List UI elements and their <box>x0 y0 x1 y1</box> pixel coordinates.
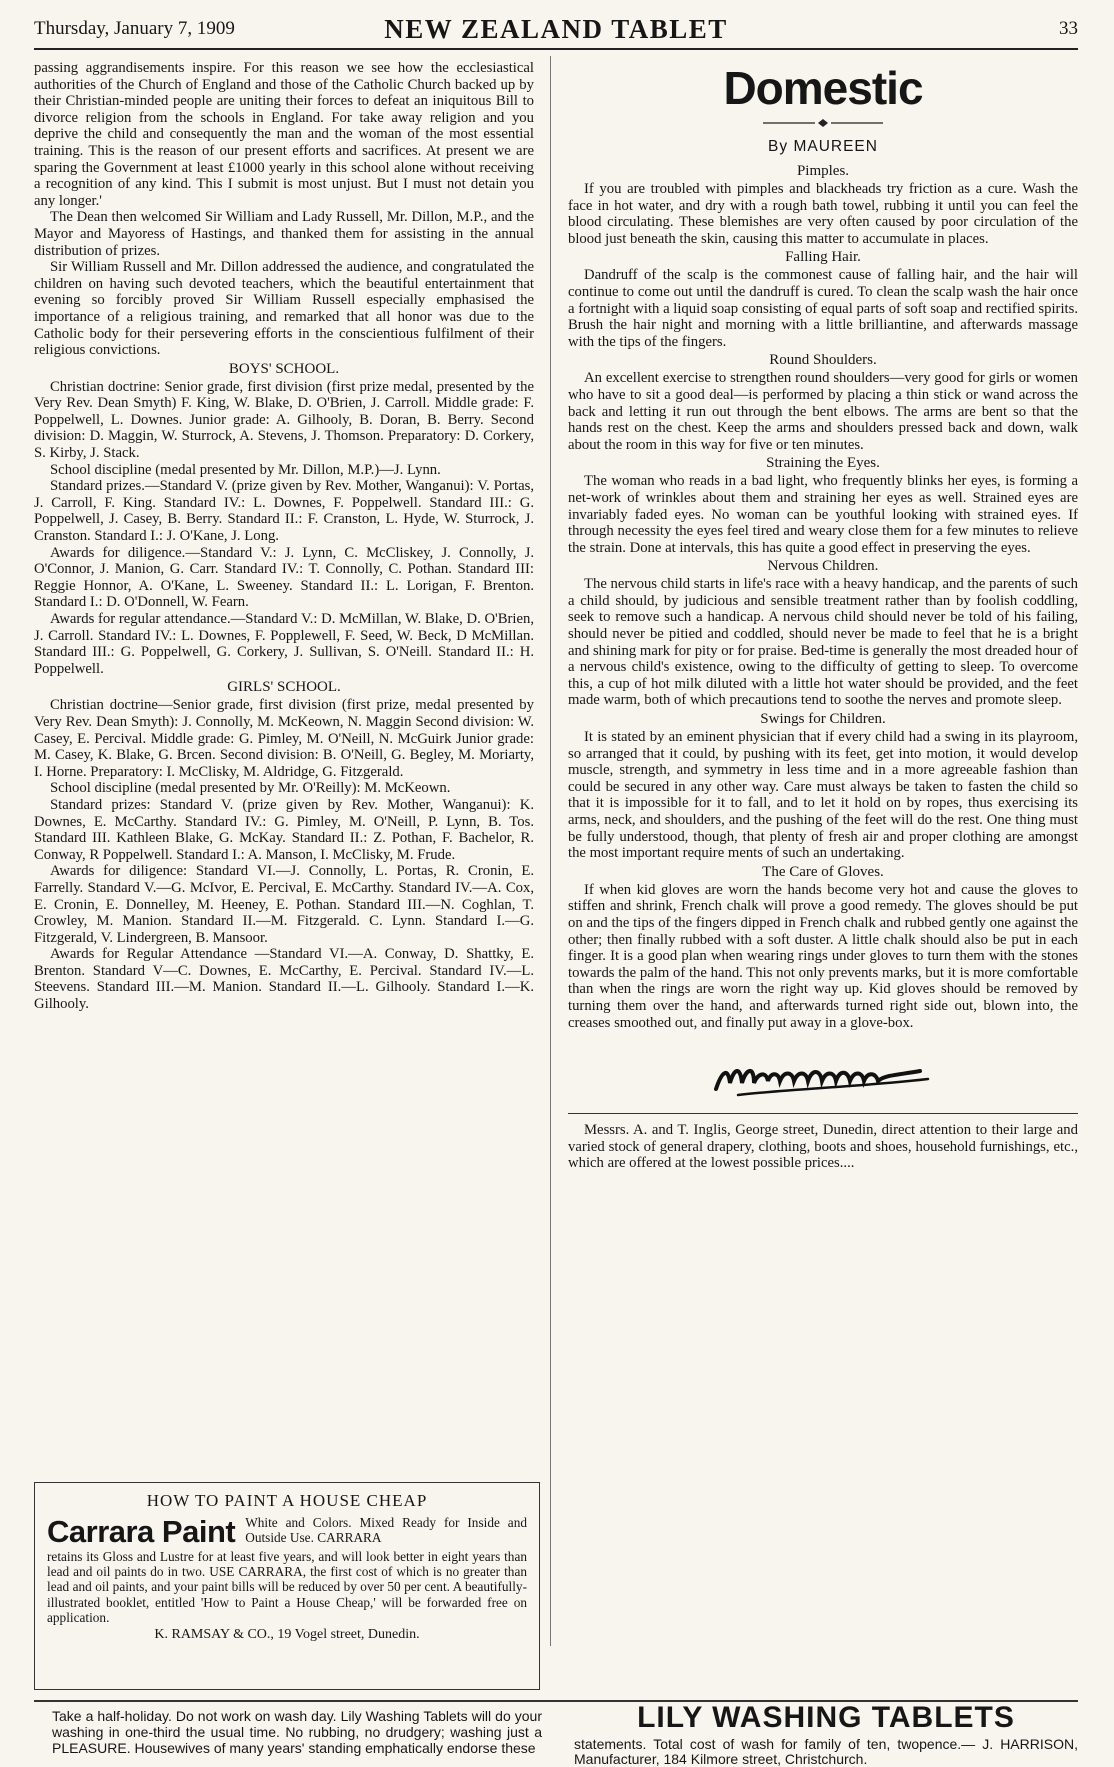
lily-ad-text-left: Take a half-holiday. Do not work on wash day. Lily Washing Tablets will do your washing in one-third the usual time. No rubbing, no drudgery; washing just a PLEASURE. Housewives of many years' standing emphatically endorse these <box>52 1708 542 1757</box>
ad-tagline: White and Colors. Mixed Ready for Inside and Outside Use. CARRARA <box>245 1515 527 1546</box>
article-paragraph: Sir William Russell and Mr. Dillon addressed the audience, and congratulated the children on having such devoted teachers, which the beautiful entertainment that evening so forcibly proved Sir William Russell especially emphasised the importance of a religious training, and remarked that all honor was due to the Catholic body for their persevering efforts in the conscientious fulfilment of their religious convictions. <box>34 259 534 359</box>
topic-heading: Nervous Children. <box>767 558 879 575</box>
lily-ad-text-right: statements. Total cost of wash for family of ten, twopence.— J. HARRISON, Manufacturer, 184 Kilmore street, Christchurch. <box>574 1736 1078 1767</box>
topic-paragraph: The woman who reads in a bad light, who frequently blinks her eyes, is forming a net-work of wrinkles about them and straining her eyes as well. Strained eyes are invariably faded eyes. No woman can be youthful looking with strained eyes. If through necessity the eyes feel tired and weary close them for a few minutes to relieve the strain. Done at intervals, this has quite a good effect in preserving the eyes. <box>568 473 1078 556</box>
byline: By MAUREEN <box>768 138 878 155</box>
topic-paragraph: Dandruff of the scalp is the commonest cause of falling hair, and the hair will continue to come out until the dandruff is cured. To clean the scalp wash the hair once a fortnight with a liquid soap consisting of equal parts of soft soap and rectified spirits. Brush the hair night and morning with a little brilliantine, and afterwards massage with the tips of the fingers. <box>568 267 1078 350</box>
topic-paragraph: If you are troubled with pimples and blackheads try friction as a cure. Wash the face in hot water, and dry with a rough bath towel, rubbing it until you can feel the blood circulating. These blemishes are very often caused by poor circulation of the blood just beneath the skin, causing this matter to accumulate in places. <box>568 181 1078 247</box>
prize-paragraph: School discipline (medal presented by Mr. Dillon, M.P.)—J. Lynn. <box>50 461 441 478</box>
prize-paragraph: Standard prizes.—Standard V. (prize given by Rev. Mother, Wanganui): V. Portas, J. Carroll, F. King. Standard IV.: L. Downes, F. Poppelwell. Standard III.: G. Poppelwell, J. Casey, B. Berry. Standard II.: F. Cranston, L. Hyde, W. Sturrock, J. Cranston. Standard I.: J. O'Kane, J. Long. <box>34 478 534 545</box>
ad-brand-name: Carrara Paint <box>47 1514 236 1549</box>
topic-heading: The Care of Gloves. <box>762 863 884 880</box>
ornament-rule-icon <box>568 116 1078 134</box>
lily-ad-title: LILY WASHING TABLETS <box>637 1701 1015 1734</box>
prize-paragraph: Awards for diligence.—Standard V.: J. Lynn, C. McCliskey, J. Connolly, J. O'Connor, J. Manion, G. Carr. Standard IV.: T. Connolly, C. Pothan. Standard III: Reggie Honnor, A. O'Kane, L. Sweeney. Standard II.: L. Lorigan, F. Brenton. Standard I.: D. O'Donnell, W. Fearn. <box>34 544 534 611</box>
prize-paragraph: Awards for diligence: Standard VI.—J. Connolly, L. Portas, R. Cronin, E. Farrelly. Standard V.—G. McIvor, E. Percival, E. McCarthy. Standard IV.—A. Cox, E. Cronin, E. Donnelley, M. Heeney, E. Pothan. Standard III.—N. Coghlan, T. Crowley, M. Manion. Standard II.—M. Fitzgerald. C. Lynn. Standard I.—G. Fitzgerald, V. Lindergreen, B. Mansoor. <box>34 863 534 946</box>
girls-school-heading: GIRLS' SCHOOL. <box>227 679 341 696</box>
signature-rule <box>568 1113 1078 1114</box>
article-paragraph: The Dean then welcomed Sir William and Lady Russell, Mr. Dillon, M.P., and the Mayor and Mayoress of Hastings, and thanked them for assisting in the annual distribution of prizes. <box>34 209 534 259</box>
ad-footer: K. RAMSAY & CO., 19 Vogel street, Dunedin. <box>154 1627 420 1643</box>
topic-heading: Falling Hair. <box>785 249 861 266</box>
prize-paragraph: Awards for regular attendance.—Standard V.: D. McMillan, W. Blake, D. O'Brien, J. Carroll. Standard IV.: L. Downes, F. Popplewell, F. Seed, W. Beck, D McMillan. Standard III.: G. Poppelwell, G. Corkery, J. Sullivan, S. O'Neill. Standard II.: H. Poppelwell. <box>34 611 534 677</box>
topic-paragraph: If when kid gloves are worn the hands become very hot and cause the gloves to stiffen and shrink, French chalk will prove a good remedy. The gloves should be put on and the tips of the fingers dipped in French chalk and rubbed gently one against the other; then finally rubbed with a soft duster. A little chalk should also be put in each finger. It is a good plan when wearing rings under gloves to turn them with the stones towards the palm of the hand. This not only prevents marks, but it is more comfortable than when the rings are worn the right way up. Kid gloves should be removed by turning them over the hand, and afterwards turned right side out, blown into, the creases smoothed out, and finally put away in a glove-box. <box>568 881 1078 1031</box>
masthead-title: NEW ZEALAND TABLET <box>384 14 728 44</box>
prize-paragraph: Christian doctrine: Senior grade, first division (first prize medal, presented by the Very Rev. Dean Smyth) F. King, W. Blake, D. O'Brien, J. Carroll. Middle grade: F. Poppelwell, L. Downes. Junior grade: A. Gilhooly, B. Doran, B. Berry. Second division: D. Maggin, W. Sturrock, A. Stevens, J. Thomson. Preparatory: D. Corkery, S. Kirby, J. Stack. <box>34 378 534 462</box>
ad-headline: HOW TO PAINT A HOUSE CHEAP <box>146 1491 428 1510</box>
page-number: 33 <box>1059 18 1078 39</box>
section-title: Domestic <box>723 62 923 114</box>
prize-paragraph: School discipline (medal presented by Mr. O'Reilly): M. McKeown. <box>50 780 451 797</box>
topic-paragraph: It is stated by an eminent physician that if every child had a swing in its playroom, so arranged that it could, by pushing with its feet, get into motion, it would develop muscle, strength, and symmetry in less time and in a more agreeable fashion than could be secured in any other way. Care must always be taken to fasten the child so that it is impossible for it to fall, and to let it hold on by ropes, thus exercising its arms, neck, and shoulders, and the pushing of the feet will do the rest. One thing must be fully understood, though, that plenty of fresh air and proper clothing are amongst the most important require ments of such an undertaking. <box>568 729 1078 862</box>
topic-heading: Round Shoulders. <box>769 352 877 369</box>
prize-paragraph: Standard prizes: Standard V. (prize given by Rev. Mother, Wanganui): K. Downes, E. McCarthy. Standard IV.: G. Pimley, M. O'Neill, P. Lynn, B. Tos. Standard III. Kathleen Blake, G. McKay. Standard II.: Z. Pothan, F. Bachelor, R. Conway, R Poppelwell. Standard I.: A. Manson, I. McClisky, M. Frude. <box>34 796 534 863</box>
topic-heading: Straining the Eyes. <box>766 455 880 472</box>
article-paragraph: passing aggrandisements inspire. For this reason we see how the ecclesiastical authorities of the Church of England and those of the Catholic Church backed up by their Christian-minded people are uniting their forces to defeat an iniquitous Bill to divorce religion from the schools in England. For take away religion and you deprive the child and consequently the man and the woman of the most essential training. This is the reason of our present efforts and sacrifices. At present we are sparing the Government at least £1000 yearly in this school alone without receiving a recognition of any kind. This I submit is most unjust. But I must not detain you any longer.' <box>34 60 534 209</box>
topic-paragraph: An excellent exercise to strengthen round shoulders—very good for girls or women who have to sit a good deal—is performed by placing a thin stick or wand across the back and letting it run out through the bent elbows. The arms are bent so that the hands rest on the chest. Keep the arms and shoulders pressed back and down, walk about the room in this way for five or ten minutes. <box>568 370 1078 453</box>
ad-body-text: retains its Gloss and Lustre for at least five years, and will look better in eight years than lead and oil paints do in two. USE CARRARA, the first cost of which is no greater than lead and oil paints, and your paint bills will be reduced by over 50 per cent. A beautifully-illustrated booklet, entitled 'How to Paint a House Cheap,' will be forwarded free on application. <box>47 1549 527 1625</box>
issue-date: Thursday, January 7, 1909 <box>34 18 235 39</box>
prize-paragraph: Awards for Regular Attendance —Standard VI.—A. Conway, D. Shattky, E. Brenton. Standard V—C. Downes, E. McCarthy, E. Percival. Standard IV.—L. Steevens. Standard III.—M. Manion. Standard II.—L. Gilhooly. Standard I.—K. Gilhooly. <box>34 946 534 1013</box>
topic-heading: Swings for Children. <box>760 711 886 728</box>
topic-paragraph: The nervous child starts in life's race with a heavy handicap, and the parents of such a child should, by judicious and sensible treatment rather than by foolish coddling, seek to remove such a handicap. A nervous child should never be told of his failing, should never be pitied and coddled, should never be made to feel that he is a bright and shining mark for pity or for praise. Bed-time is generally the most dreaded hour of a nervous child's existence, owing to the difficulty of getting to sleep. To overcome this, a cup of hot milk diluted with a little hot water should be provided, and the feet made warm, both of which precautions tend to soothe the nerves and promote sleep. <box>568 576 1078 709</box>
maureen-signature <box>708 1049 938 1105</box>
column-divider <box>550 56 551 1646</box>
topic-heading: Pimples. <box>796 163 850 179</box>
prize-paragraph: Christian doctrine—Senior grade, first division (first prize, medal presented by Very Rev. Dean Smyth): J. Connolly, M. McKeown, N. Maggin Second division: W. Casey, E. Percival. Middle grade: G. Pimley, M. O'Neill, N. McGuirk Junior grade: M. Casey, K. Blake, G. Brcen. Second division: B. O'Neill, G. Begley, M. Moriarty, I. Horne. Preparatory: I. McClisky, M. Aldridge, G. Fitzgerald. <box>34 697 534 780</box>
carrara-paint-ad <box>34 1482 540 1690</box>
boys-school-heading: BOYS' SCHOOL. <box>228 360 340 377</box>
left-column <box>34 60 534 1490</box>
right-column <box>568 60 1078 1640</box>
inglis-notice: Messrs. A. and T. Inglis, George street, Dunedin, direct attention to their large and varied stock of general drapery, clothing, boots and shoes, household furnishings, etc., which are offered at the lowest possible prices.... <box>568 1122 1078 1172</box>
page-header <box>34 4 1078 50</box>
